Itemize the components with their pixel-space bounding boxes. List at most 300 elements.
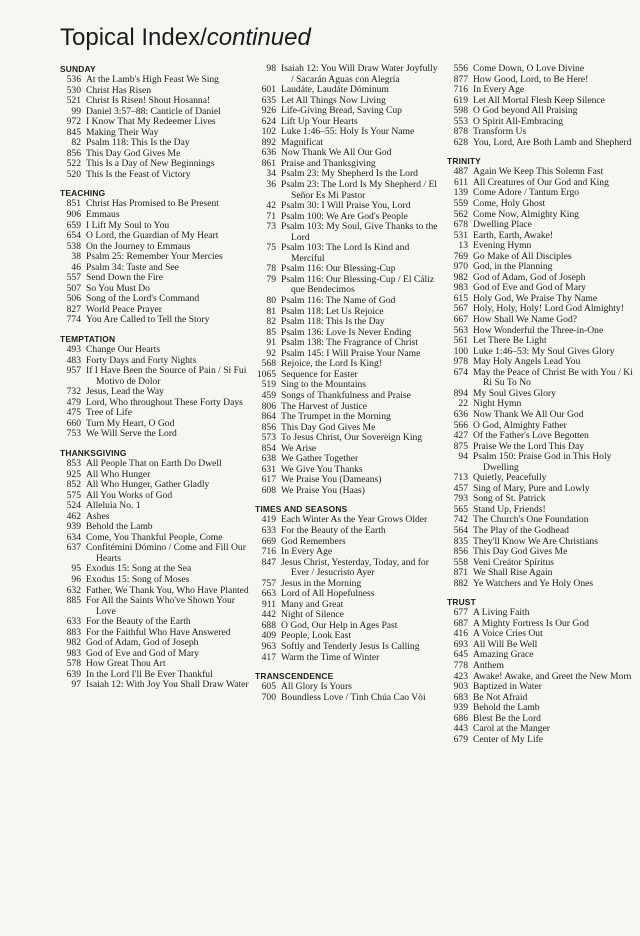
hymn-title: Baptized in Water xyxy=(473,681,542,693)
hymn-number: 85 xyxy=(266,326,276,338)
hymn-title: A Voice Cries Out xyxy=(473,628,543,640)
index-entry xyxy=(255,693,440,704)
hymn-number: 493 xyxy=(66,344,81,356)
hymn-number: 628 xyxy=(453,136,468,148)
hymn-number: 645 xyxy=(453,649,468,661)
hymn-number: 615 xyxy=(453,292,468,304)
hymn-number: 978 xyxy=(453,356,468,368)
hymn-title: Awake! Awake, and Greet the New Morn xyxy=(473,670,632,682)
hymn-title: My Soul Gives Glory xyxy=(473,387,556,399)
hymn-title: Daniel 3:57–88: Canticle of Daniel xyxy=(86,105,221,117)
hymn-number: 660 xyxy=(66,417,81,429)
hymn-title: Father, We Thank You, Who Have Planted xyxy=(86,584,249,596)
hymn-title: O Lord, the Guardian of My Heart xyxy=(86,230,219,242)
hymn-number: 100 xyxy=(453,345,468,357)
hymn-number: 852 xyxy=(66,479,81,491)
index-column-2 xyxy=(255,64,440,703)
hymn-number: 530 xyxy=(66,84,81,96)
index-entry xyxy=(255,180,440,201)
page-title-continued: continued xyxy=(206,24,311,51)
index-entry xyxy=(255,526,440,537)
index-entry xyxy=(60,345,250,356)
hymn-title: All Who Hunger xyxy=(86,468,151,480)
hymn-title: God of Adam, God of Joseph xyxy=(473,271,586,283)
hymn-title: Ye Watchers and Ye Holy Ones xyxy=(473,577,594,589)
hymn-title: I Lift My Soul to You xyxy=(86,219,170,231)
hymn-title: Psalm 25: Remember Your Mercies xyxy=(86,251,223,263)
index-entry xyxy=(255,558,440,579)
hymn-number: 687 xyxy=(453,617,468,629)
hymn-number: 601 xyxy=(261,84,276,96)
hymn-title: Psalm 103: The Lord Is Kind and Merciful xyxy=(281,242,410,264)
hymn-title: O God, Our Help in Ages Past xyxy=(281,619,398,631)
hymn-title: Rejoice, the Lord Is King! xyxy=(281,358,382,370)
hymn-number: 716 xyxy=(453,84,468,96)
hymn-number: 683 xyxy=(453,691,468,703)
hymn-title: Psalm 145: I Will Praise Your Name xyxy=(281,347,421,359)
hymn-title: Luke 1:46–55: Holy Is Your Name xyxy=(281,126,415,138)
index-entry xyxy=(447,735,637,746)
index-entry xyxy=(60,366,250,387)
page-title-main: Topical Index/ xyxy=(60,24,207,51)
hymn-number: 567 xyxy=(453,303,468,315)
index-entry xyxy=(255,642,440,653)
hymn-title: Lord, Who throughout These Forty Days xyxy=(86,396,243,408)
hymn-number: 96 xyxy=(71,573,81,585)
hymn-title: The Play of the Godhead xyxy=(473,524,569,536)
hymn-number: 619 xyxy=(453,94,468,106)
hymn-number: 883 xyxy=(66,626,81,638)
hymn-title: For the Beauty of the Earth xyxy=(281,524,386,536)
hymn-title: If I Have Been the Source of Pain / Si Fui Motivo de Dolor xyxy=(86,365,247,387)
hymn-title: Carol at the Manger xyxy=(473,723,550,735)
hymn-title: How Wonderful the Three-in-One xyxy=(473,324,604,336)
hymn-number: 845 xyxy=(66,126,81,138)
index-entry xyxy=(255,222,440,243)
hymn-number: 939 xyxy=(66,521,81,533)
hymn-title: How Great Thou Art xyxy=(86,658,166,670)
hymn-title: World Peace Prayer xyxy=(86,303,162,315)
hymn-number: 568 xyxy=(261,358,276,370)
hymn-title: This Day God Gives Me xyxy=(473,546,568,558)
hymn-title: You Are Called to Tell the Story xyxy=(86,314,210,326)
hymn-number: 624 xyxy=(261,115,276,127)
hymn-number: 963 xyxy=(261,640,276,652)
hymn-title: For All the Saints Who've Shown Your Love xyxy=(86,595,235,617)
index-entry xyxy=(60,680,250,691)
hymn-title: Alleluia No. 1 xyxy=(86,500,141,512)
hymn-title: Anthem xyxy=(473,659,504,671)
hymn-number: 522 xyxy=(66,158,81,170)
hymn-title: Emmaus xyxy=(86,209,120,221)
section-heading-transcendence: TRANSCENDENCE xyxy=(255,671,334,682)
hymn-title: Magnificat xyxy=(281,136,324,148)
hymn-number: 578 xyxy=(66,658,81,670)
hymn-number: 875 xyxy=(453,440,468,452)
hymn-number: 423 xyxy=(453,670,468,682)
hymn-number: 716 xyxy=(261,546,276,558)
hymn-title: All Glory Is Yours xyxy=(281,681,352,693)
hymn-title: A Living Faith xyxy=(473,607,530,619)
index-entry xyxy=(447,452,637,473)
hymn-title: They'll Know We Are Christians xyxy=(473,535,598,547)
hymn-number: 634 xyxy=(66,531,81,543)
hymn-number: 1065 xyxy=(256,368,276,380)
hymn-title: Come Adore / Tantum Ergo xyxy=(473,187,580,199)
hymn-title: God Remembers xyxy=(281,535,346,547)
index-entry xyxy=(255,296,440,307)
index-column-3 xyxy=(447,64,637,745)
hymn-number: 982 xyxy=(453,271,468,283)
hymn-number: 419 xyxy=(261,514,276,526)
hymn-title: Christ Is Risen! Shout Hosanna! xyxy=(86,95,211,107)
hymn-title: Dwelling Place xyxy=(473,219,532,231)
hymn-number: 926 xyxy=(261,105,276,117)
hymn-title: For the Faithful Who Have Answered xyxy=(86,626,231,638)
index-entry xyxy=(447,64,637,75)
hymn-title: Making Their Way xyxy=(86,126,159,138)
hymn-title: We Arise xyxy=(281,442,317,454)
hymn-number: 877 xyxy=(453,73,468,85)
hymn-number: 878 xyxy=(453,126,468,138)
hymn-number: 566 xyxy=(453,419,468,431)
hymn-number: 663 xyxy=(261,588,276,600)
hymn-title: Sequence for Easter xyxy=(281,368,358,380)
hymn-title: The Trumpet in the Morning xyxy=(281,411,391,423)
hymn-number: 742 xyxy=(453,514,468,526)
hymn-title: Come, Holy Ghost xyxy=(473,198,546,210)
hymn-number: 793 xyxy=(453,493,468,505)
hymn-title: The Harvest of Justice xyxy=(281,400,368,412)
hymn-number: 409 xyxy=(261,630,276,642)
hymn-number: 36 xyxy=(266,179,276,191)
index-entry xyxy=(255,391,440,402)
index-entry xyxy=(255,486,440,497)
hymn-title: God of Eve and God of Mary xyxy=(473,282,586,294)
hymn-number: 970 xyxy=(453,261,468,273)
index-entry xyxy=(60,575,250,586)
hymn-number: 639 xyxy=(66,668,81,680)
hymn-title: Go Make of All Disciples xyxy=(473,250,572,262)
hymn-title: We Shall Rise Again xyxy=(473,567,553,579)
hymn-title: Psalm 23: The Lord Is My Shepherd / El Señor Es Mi Pastor xyxy=(281,179,437,201)
hymn-number: 925 xyxy=(66,468,81,480)
hymn-title: Send Down the Fire xyxy=(86,272,164,284)
hymn-number: 982 xyxy=(66,637,81,649)
hymn-title: Quietly, Peacefully xyxy=(473,472,547,484)
hymn-number: 558 xyxy=(453,556,468,568)
hymn-number: 679 xyxy=(453,733,468,745)
hymn-number: 774 xyxy=(66,314,81,326)
hymn-title: O God beyond All Praising xyxy=(473,105,578,117)
hymn-title: Tree of Life xyxy=(86,407,133,419)
index-entry xyxy=(447,199,637,210)
hymn-title: Come Down, O Love Divine xyxy=(473,63,585,74)
hymn-number: 605 xyxy=(261,681,276,693)
hymn-title: This Is the Feast of Victory xyxy=(86,168,191,180)
hymn-title: Be Not Afraid xyxy=(473,691,528,703)
hymn-number: 97 xyxy=(71,679,81,691)
hymn-title: Boundless Love / Tình Chúa Cao Vòi xyxy=(281,691,426,703)
hymn-title: In Every Age xyxy=(473,84,525,96)
index-entry xyxy=(447,579,637,590)
hymn-number: 102 xyxy=(261,126,276,138)
hymn-number: 674 xyxy=(453,366,468,378)
hymn-title: Now Thank We All Our God xyxy=(473,408,584,420)
hymn-number: 416 xyxy=(453,628,468,640)
hymn-title: Ashes xyxy=(86,510,110,522)
index-entry xyxy=(60,480,250,491)
hymn-title: Jesus, Lead the Way xyxy=(86,386,164,398)
hymn-number: 871 xyxy=(453,567,468,579)
index-entry xyxy=(60,170,250,181)
hymn-title: O Spirit All-Embracing xyxy=(473,115,564,127)
hymn-title: Psalm 116: The Name of God xyxy=(281,295,396,307)
hymn-title: Life-Giving Bread, Saving Cup xyxy=(281,105,402,117)
hymn-number: 38 xyxy=(71,251,81,263)
index-entry xyxy=(255,64,440,85)
hymn-title: Now Thank We All Our God xyxy=(281,147,392,159)
hymn-title: May Holy Angels Lead You xyxy=(473,356,581,368)
hymn-number: 856 xyxy=(66,147,81,159)
hymn-title: Night Hymn xyxy=(473,398,522,410)
hymn-title: All You Works of God xyxy=(86,489,173,501)
index-entry xyxy=(60,429,250,440)
hymn-title: Forty Days and Forty Nights xyxy=(86,354,197,366)
hymn-number: 457 xyxy=(453,482,468,494)
hymn-number: 557 xyxy=(66,272,81,284)
hymn-number: 659 xyxy=(66,219,81,231)
hymn-number: 520 xyxy=(66,168,81,180)
hymn-number: 638 xyxy=(261,453,276,465)
index-entry xyxy=(255,412,440,423)
hymn-title: May the Peace of Christ Be with You / Ki Ri Su To No xyxy=(473,366,633,389)
hymn-title: This Is a Day of New Beginnings xyxy=(86,158,215,170)
hymn-title: Warm the Time of Winter xyxy=(281,651,380,663)
hymn-number: 139 xyxy=(453,187,468,199)
hymn-number: 633 xyxy=(261,524,276,536)
hymn-number: 95 xyxy=(71,563,81,575)
hymn-title: All Will Be Well xyxy=(473,638,538,650)
index-entry xyxy=(447,368,637,389)
hymn-title: Psalm 100: We Are God's People xyxy=(281,210,408,222)
hymn-number: 46 xyxy=(71,261,81,273)
hymn-title: Come, You Thankful People, Come xyxy=(86,531,223,543)
hymn-title: Psalm 118: This Is the Day xyxy=(281,316,385,328)
hymn-number: 957 xyxy=(66,365,81,377)
hymn-title: Again We Keep This Solemn Fast xyxy=(473,166,604,178)
hymn-number: 99 xyxy=(71,105,81,117)
hymn-title: Confitémini Dómino / Come and Fill Our Hearts xyxy=(86,542,246,564)
hymn-number: 598 xyxy=(453,105,468,117)
hymn-title: Jesus Christ, Yesterday, Today, and for Ever / Jesucristo Ayer xyxy=(281,556,429,579)
hymn-number: 686 xyxy=(453,712,468,724)
hymn-number: 882 xyxy=(453,577,468,589)
hymn-title: O God, Almighty Father xyxy=(473,419,567,431)
hymn-title: Holy God, We Praise Thy Name xyxy=(473,292,598,304)
hymn-number: 636 xyxy=(261,147,276,159)
hymn-number: 80 xyxy=(266,295,276,307)
hymn-title: Psalm 118: Let Us Rejoice xyxy=(281,305,384,317)
index-entry xyxy=(60,75,250,86)
index-entry xyxy=(60,459,250,470)
hymn-title: Psalm 116: Our Blessing-Cup xyxy=(281,263,396,275)
hymn-number: 573 xyxy=(261,432,276,444)
hymn-number: 519 xyxy=(261,379,276,391)
hymn-number: 669 xyxy=(261,535,276,547)
hymn-title: Amazing Grace xyxy=(473,649,534,661)
hymn-number: 700 xyxy=(261,691,276,703)
hymn-number: 667 xyxy=(453,314,468,326)
hymn-number: 637 xyxy=(66,542,81,554)
hymn-number: 479 xyxy=(66,396,81,408)
hymn-title: A Mighty Fortress Is Our God xyxy=(473,617,589,629)
hymn-title: Many and Great xyxy=(281,598,344,610)
hymn-number: 856 xyxy=(261,421,276,433)
hymn-number: 475 xyxy=(66,407,81,419)
hymn-title: Psalm 34: Taste and See xyxy=(86,261,179,273)
hymn-title: Night of Silence xyxy=(281,609,344,621)
hymn-title: Exodus 15: Song at the Sea xyxy=(86,563,192,575)
hymn-number: 462 xyxy=(66,510,81,522)
hymn-title: Sing to the Mountains xyxy=(281,379,367,391)
hymn-number: 906 xyxy=(66,209,81,221)
hymn-title: We Praise You (Dameans) xyxy=(281,474,382,486)
hymn-number: 611 xyxy=(453,176,468,188)
hymn-title: All Who Hunger, Gather Gladly xyxy=(86,479,210,491)
hymn-number: 631 xyxy=(261,463,276,475)
hymn-number: 42 xyxy=(266,200,276,212)
hymn-title: To Jesus Christ, Our Sovereign King xyxy=(281,432,423,444)
hymn-number: 677 xyxy=(453,607,468,619)
hymn-number: 632 xyxy=(66,584,81,596)
hymn-number: 521 xyxy=(66,95,81,107)
hymn-number: 757 xyxy=(261,577,276,589)
hymn-title: People, Look East xyxy=(281,630,352,642)
hymn-number: 678 xyxy=(453,219,468,231)
hymn-number: 34 xyxy=(266,168,276,180)
hymn-number: 459 xyxy=(261,389,276,401)
hymn-number: 911 xyxy=(261,598,276,610)
hymn-title: Christ Has Promised to Be Present xyxy=(86,198,219,210)
hymn-number: 636 xyxy=(453,408,468,420)
hymn-title: We Give You Thanks xyxy=(281,463,363,475)
hymn-title: We Will Serve the Lord xyxy=(86,428,177,440)
hymn-number: 903 xyxy=(453,681,468,693)
hymn-title: Earth, Earth, Awake! xyxy=(473,229,554,241)
hymn-title: So You Must Do xyxy=(86,282,150,294)
hymn-title: Blest Be the Lord xyxy=(473,712,541,724)
hymn-number: 91 xyxy=(266,337,276,349)
hymn-title: Psalm 30: I Will Praise You, Lord xyxy=(281,200,411,212)
hymn-number: 71 xyxy=(266,210,276,222)
hymn-number: 894 xyxy=(453,387,468,399)
hymn-title: God of Adam, God of Joseph xyxy=(86,637,199,649)
hymn-title: Jesus in the Morning xyxy=(281,577,362,589)
hymn-number: 443 xyxy=(453,723,468,735)
hymn-number: 531 xyxy=(453,229,468,241)
section-heading-teaching: TEACHING xyxy=(60,188,106,199)
hymn-title: For the Beauty of the Earth xyxy=(86,616,191,628)
hymn-title: At the Lamb's High Feast We Sing xyxy=(86,74,219,85)
index-column-1 xyxy=(60,64,250,691)
hymn-number: 538 xyxy=(66,240,81,252)
section-heading-trinity: TRINITY xyxy=(447,156,481,167)
hymn-number: 564 xyxy=(453,524,468,536)
hymn-title: Song of St. Patrick xyxy=(473,493,546,505)
hymn-number: 654 xyxy=(66,230,81,242)
hymn-title: Center of My Life xyxy=(473,733,544,745)
hymn-title: Lord of All Hopefulness xyxy=(281,588,375,600)
hymn-number: 417 xyxy=(261,651,276,663)
hymn-number: 78 xyxy=(266,263,276,275)
hymn-title: Christ Has Risen xyxy=(86,84,152,96)
hymn-title: All Creatures of Our God and King xyxy=(473,176,609,188)
hymn-title: Each Winter As the Year Grows Older xyxy=(281,514,428,526)
hymn-title: Turn My Heart, O God xyxy=(86,417,175,429)
hymn-number: 856 xyxy=(453,546,468,558)
hymn-title: Isaiah 12: With Joy You Shall Draw Water xyxy=(86,679,249,691)
hymn-title: Softly and Tenderly Jesus Is Calling xyxy=(281,640,420,652)
hymn-title: Veni Creátor Spíritus xyxy=(473,556,555,568)
hymn-title: In Every Age xyxy=(281,546,333,558)
hymn-title: Sing of Mary, Pure and Lowly xyxy=(473,482,590,494)
hymn-number: 565 xyxy=(453,503,468,515)
hymn-number: 635 xyxy=(261,94,276,106)
index-entry xyxy=(60,210,250,221)
hymn-title: Exodus 15: Song of Moses xyxy=(86,573,190,585)
index-entry xyxy=(255,275,440,296)
hymn-number: 81 xyxy=(266,305,276,317)
hymn-title: Isaiah 12: You Will Draw Water Joyfully / Sacarán Aguas con Alegría xyxy=(281,63,438,85)
hymn-number: 483 xyxy=(66,354,81,366)
section-heading-times-and-seasons: TIMES AND SEASONS xyxy=(255,504,348,515)
hymn-number: 82 xyxy=(266,316,276,328)
section-heading-trust: TRUST xyxy=(447,597,476,608)
hymn-number: 835 xyxy=(453,535,468,547)
hymn-number: 861 xyxy=(261,157,276,169)
hymn-number: 972 xyxy=(66,116,81,128)
hymn-title: Psalm 103: My Soul, Give Thanks to the Lord xyxy=(281,221,438,243)
hymn-title: Change Our Hearts xyxy=(86,344,161,356)
hymn-number: 713 xyxy=(453,472,468,484)
hymn-number: 851 xyxy=(66,198,81,210)
hymn-title: Songs of Thankfulness and Praise xyxy=(281,389,411,401)
section-heading-thanksgiving: THANKSGIVING xyxy=(60,447,127,458)
hymn-number: 753 xyxy=(66,428,81,440)
hymn-number: 559 xyxy=(453,198,468,210)
hymn-title: Psalm 116: Our Blessing-Cup / El Cáliz que Bendecimos xyxy=(281,273,435,296)
hymn-title: This Day God Gives Me xyxy=(86,147,181,159)
hymn-title: Psalm 23: My Shepherd Is the Lord xyxy=(281,168,418,180)
hymn-number: 536 xyxy=(66,74,81,85)
index-entry xyxy=(447,431,637,442)
hymn-title: Transform Us xyxy=(473,126,527,138)
hymn-number: 442 xyxy=(261,609,276,621)
hymn-title: Luke 1:46–53: My Soul Gives Glory xyxy=(473,345,615,357)
hymn-title: God, in the Planning xyxy=(473,261,553,273)
hymn-number: 827 xyxy=(66,303,81,315)
hymn-title: The Church's One Foundation xyxy=(473,514,589,526)
hymn-title: Let All Mortal Flesh Keep Silence xyxy=(473,94,605,106)
hymn-title: Psalm 150: Praise God in This Holy Dwelling xyxy=(473,451,612,473)
hymn-number: 507 xyxy=(66,282,81,294)
hymn-number: 506 xyxy=(66,293,81,305)
hymn-number: 806 xyxy=(261,400,276,412)
hymn-number: 732 xyxy=(66,386,81,398)
hymn-title: Stand Up, Friends! xyxy=(473,503,546,515)
hymn-title: Laudáte, Laudáte Dóminum xyxy=(281,84,389,96)
